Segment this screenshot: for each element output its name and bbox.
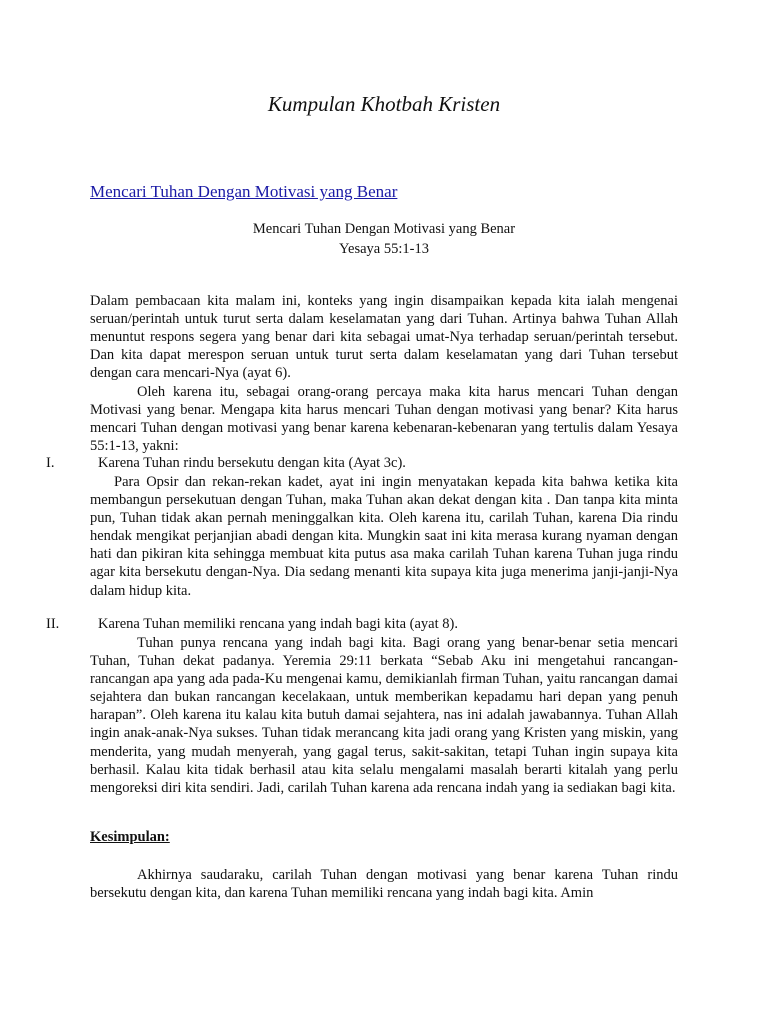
point-title: Karena Tuhan memiliki rencana yang indah bagi kita (ayat 8). [98, 616, 458, 632]
scripture-reference: Yesaya 55:1-13 [339, 241, 429, 257]
point-numeral: I. [46, 455, 55, 471]
point-body: Tuhan punya rencana yang indah bagi kita. Bagi orang yang benar-benar setia mencari Tuhan, Tuhan dekat padanya. Yeremia 29:11 berkata “Sebab Aku ini mengetahui rancangan-rancangan apa yang ada pada-Ku mengenai kamu, demikianlah firman Tuhan, yaitu rancangan damai sejahtera dan bukan rancangan kecelakaan, untuk memberikan kepadamu hari depan yang penuh harapan”. Oleh karena itu kalau kita butuh damai sejahtera, nas ini adalah jawabannya. Tuhan Allah ingin anak-anak-Nya sukses. Tuhan tidak merancang kita jadi orang yang Kristen yang miskin, yang menderita, yang mudah menyerah, yang gagal terus, sakit-sakitan, tetapi Tuhan ingin supaya kita berhasil. Kalau kita tidak berhasil atau kita selalu mengalami masalah berarti kitalah yang perlu mengoreksi diri kita sendiri. Jadi, carilah Tuhan karena ada rencana indah yang ia sediakan bagi kita. [90, 635, 678, 796]
point-title: Karena Tuhan rindu bersekutu dengan kita (Ayat 3c). [98, 455, 406, 471]
sermon-heading: Mencari Tuhan Dengan Motivasi yang Benar [252, 221, 516, 237]
intro-paragraph: Dalam pembacaan kita malam ini, konteks yang ingin disampaikan kepada kita ialah mengenai seruan/perintah untuk turut serta dalam keselamatan yang dari Tuhan. Artinya bahwa Tuhan Allah menuntut respons segera yang benar dari kita sebagai umat-Nya terhadap seruan/perintah tersebut. Dan kita dapat merespon seruan untuk turut serta dalam keselamatan yang dari Tuhan tersebut dengan cara mencari-Nya (ayat 6). [90, 293, 678, 382]
point-body: Para Opsir dan rekan-rekan kadet, ayat ini ingin menyatakan kepada kita bahwa ketika kita membangun persekutuan dengan Tuhan, maka Tuhan akan dekat dengan kita . Dan tanpa kita minta pun, Tuhan tidak akan pernah meninggalkan kita. Oleh karena itu, carilah Tuhan, karena Dia rindu hendak mengikat perjanjian abadi dengan kita. Mungkin saat ini kita merasa kurang nyaman dengan hati dan pikiran kita sehingga membuat kita putus asa maka carilah Tuhan karena Tuhan juga rindu agar kita bersekutu dengan-Nya. Dia sedang menanti kita supaya kita juga menerima janji-janji-Nya dalam hidup kita. [90, 474, 678, 599]
article-title-link[interactable]: Mencari Tuhan Dengan Motivasi yang Benar [90, 182, 398, 201]
intro-paragraph: Oleh karena itu, sebagai orang-orang percaya maka kita harus mencari Tuhan dengan Motivasi yang benar. Mengapa kita harus mencari Tuhan dengan motivasi yang benar? Kita harus mencari Tuhan dengan motivasi yang benar karena kebenaran-kebenaran yang tertulis dalam Yesaya 55:1-13, yakni: [90, 384, 678, 455]
document-title: Kumpulan Khotbah Kristen [267, 92, 501, 116]
conclusion-heading: Kesimpulan: [90, 829, 170, 845]
conclusion-body: Akhirnya saudaraku, carilah Tuhan dengan motivasi yang benar karena Tuhan rindu bersekutu dengan kita, dan karena Tuhan memiliki rencana yang indah bagi kita. Amin [90, 867, 678, 902]
point-numeral: II. [46, 616, 60, 632]
